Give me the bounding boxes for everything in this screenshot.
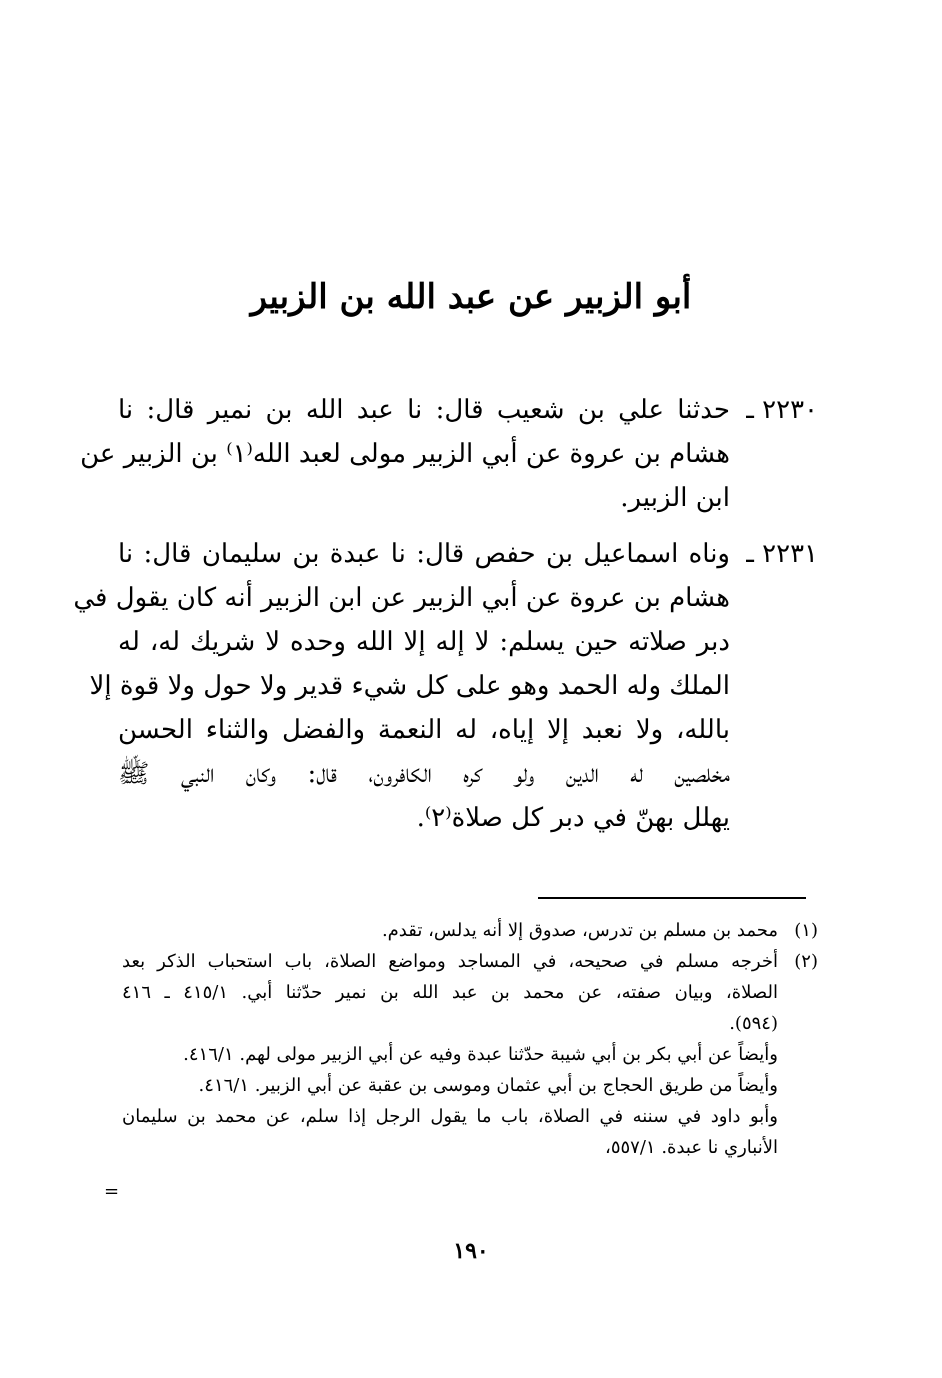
- hadith-line: يهلل بهنّ في دبر كل صلاة⁽٢⁾.: [416, 803, 730, 833]
- hadith-line: الملك وله الحمد وهو على كل شيء قدير ولا حول ولا قوة إلا: [89, 671, 730, 701]
- footnote-text: أخرجه مسلم في صحيحه، في المساجد ومواضع الصلاة، باب استحباب الذكر بعد: [122, 951, 778, 972]
- hadith-line: بالله، ولا نعبد إلا إياه، له النعمة والفضل والثناء الحسن: [118, 715, 730, 745]
- footnote-line: الأنباري نا عبدة. ٥٥٧/١،: [605, 1137, 778, 1158]
- hadith-number: ٢٢٣١ ـ: [746, 539, 818, 569]
- hadith-line: هشام بن عروة عن أبي الزبير مولى لعبد الله⁽١⁾ بن الزبير عن: [80, 439, 730, 469]
- hadith-line: هشام بن عروة عن أبي الزبير عن ابن الزبير أنه كان يقول في: [73, 583, 730, 613]
- page-title: أبو الزبير عن عبد الله بن الزبير: [250, 277, 692, 317]
- footnote-line: وأبو داود في سننه في الصلاة، باب ما يقول الرجل إذا سلم، عن محمد بن سليمان: [122, 1106, 778, 1127]
- footnote-line: الصلاة، وبيان صفته، عن محمد بن عبد الله بن نمير حدّثنا أبي. ٤١٥/١ ـ ٤١٦: [122, 982, 778, 1003]
- footnote-2: [122, 946, 818, 977]
- hadith-line: ابن الزبير.: [620, 483, 730, 513]
- footnote-number: (١): [794, 920, 818, 941]
- footnotes: [122, 915, 818, 1163]
- hadith-text: حدثنا علي بن شعيب قال: نا عبد الله بن نمير قال: نا: [118, 395, 730, 425]
- hadith-line: [118, 532, 818, 576]
- hadith-text: وناه اسماعيل بن حفص قال: نا عبدة بن سليمان قال: نا: [118, 539, 730, 569]
- hadith-2230: [80, 388, 818, 520]
- hadith-2231: [73, 532, 818, 840]
- page-number: ١٩٠: [453, 1238, 489, 1264]
- hadith-number: ٢٢٣٠ ـ: [746, 395, 818, 425]
- hadith-line: مخلصين له الدين ولو كره الكافرون، قال: وكان النبي ﷺ: [118, 759, 730, 789]
- continuation-mark: =: [104, 1181, 120, 1202]
- footnote-number: (٢): [794, 951, 818, 972]
- footnote-1: [122, 915, 818, 946]
- footnote-line: (٥٩٤).: [729, 1013, 778, 1034]
- footnote-separator: [538, 897, 806, 899]
- footnote-line: وأيضاً عن أبي بكر بن أبي شيبة حدّثنا عبدة وفيه عن أبي الزبير مولى لهم. ٤١٦/١.: [183, 1044, 778, 1065]
- footnote-text: محمد بن مسلم بن تدرس، صدوق إلا أنه يدلس، تقدم.: [381, 920, 778, 941]
- footnote-line: وأيضاً من طريق الحجاج بن أبي عثمان وموسى بن عقبة عن أبي الزبير. ٤١٦/١.: [198, 1075, 778, 1096]
- hadith-line: [118, 388, 818, 432]
- hadith-line: دبر صلاته حين يسلم: لا إله إلا الله وحده لا شريك له، له: [118, 627, 730, 657]
